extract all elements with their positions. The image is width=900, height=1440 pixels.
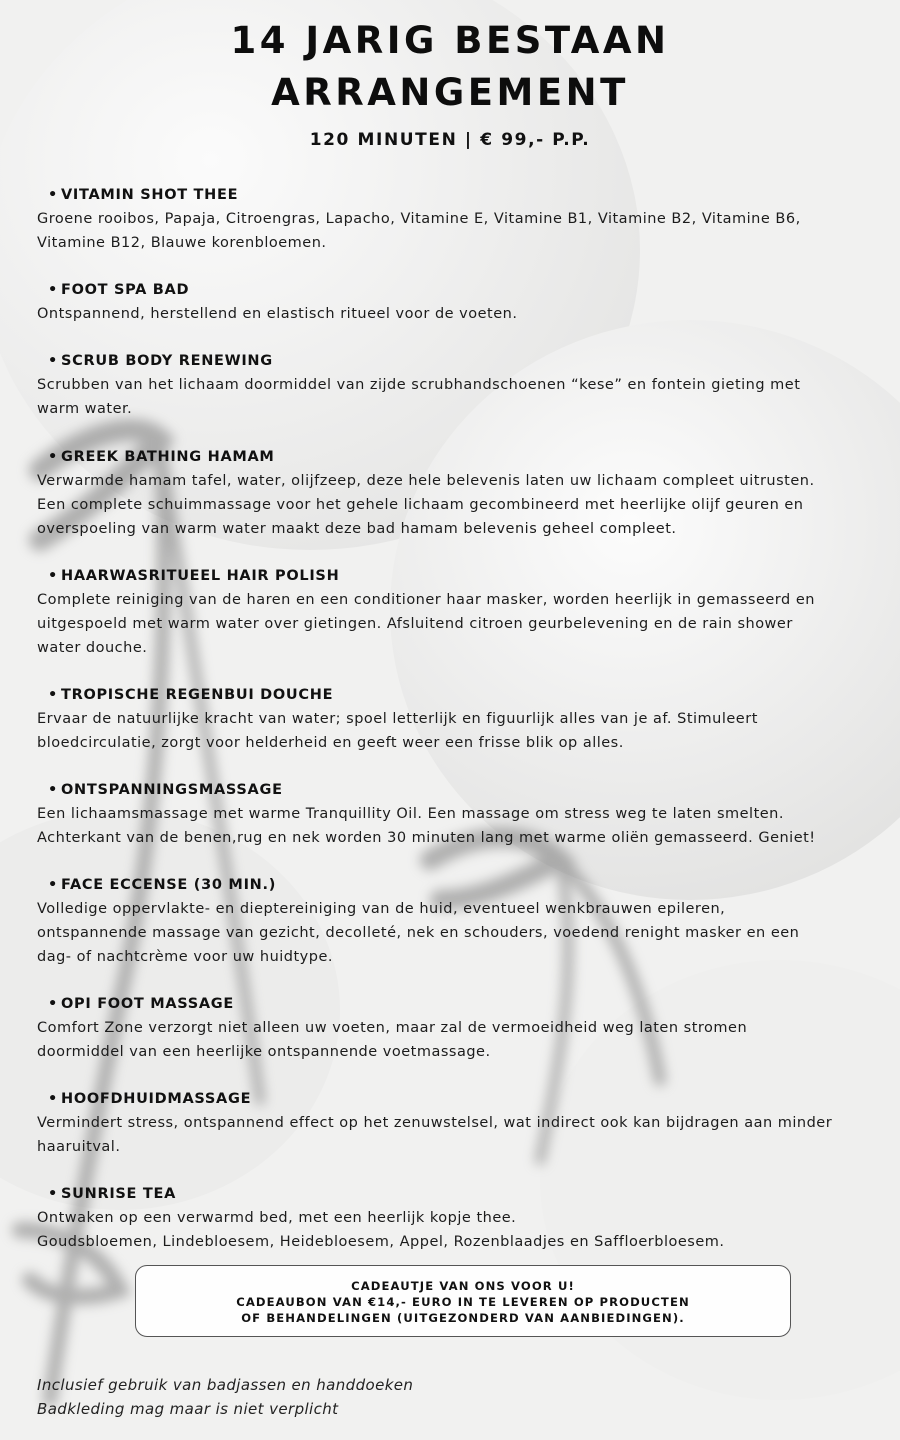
footer-note: [37, 1373, 857, 1421]
item-description: Vermindert stress, ontspannend effect op het zenuwstelsel, wat indirect ook kan bijdragen aan minder haaruitval.: [37, 1115, 833, 1155]
gift-voucher-box: [135, 1265, 791, 1337]
item-heading: • VITAMIN SHOT THEE: [37, 183, 867, 207]
bullet-icon: •: [48, 687, 58, 703]
list-item-sunrise-tea: [37, 1182, 867, 1254]
item-description: Groene rooibos, Papaja, Citroengras, Lapacho, Vitamine E, Vitamine B1, Vitamine B2, Vitamine B6, Vitamine B12, Blauwe korenbloemen.: [37, 211, 801, 251]
list-item-face-eccense: [37, 873, 867, 969]
list-item-vitamin-shot-thee: [37, 183, 867, 255]
bullet-icon: •: [48, 1091, 58, 1107]
item-description: Ervaar de natuurlijke kracht van water; spoel letterlijk en figuurlijk alles van je af. Stimuleert bloedcirculatie, zorgt voor helderheid en geeft weer een frisse blik op alles.: [37, 711, 758, 751]
item-heading: • TROPISCHE REGENBUI DOUCHE: [37, 683, 867, 707]
item-heading: • OPI FOOT MASSAGE: [37, 992, 867, 1016]
bullet-icon: •: [48, 782, 58, 798]
page-title-line-1: 14 JARIG BESTAAN: [230, 19, 670, 62]
bullet-icon: •: [48, 568, 58, 584]
item-description: Volledige oppervlakte- en dieptereiniging van de huid, eventueel wenkbrauwen epileren, ontspannende massage van gezicht, decolleté, nek en schouders, voedend renight masker en een dag- of nachtcrème voor uw huidtype.: [37, 901, 800, 965]
bullet-icon: •: [48, 449, 58, 465]
item-description: Een lichaamsmassage met warme Tranquillity Oil. Een massage om stress weg te laten smelten. Achterkant van de benen,rug en nek worden 30 minuten lang met warme oliën gemasseerd. Geniet!: [37, 806, 816, 846]
item-description: Verwarmde hamam tafel, water, olijfzeep, deze hele belevenis laten uw lichaam compleet uitrusten. Een complete schuimmassage voor het gehele lichaam gecombineerd met heerlijke olijf geuren en overspoeling van warm water maakt deze bad hamam belevenis geheel compleet.: [37, 473, 815, 537]
gift-line-1: CADEAUTJE VAN ONS VOOR U!: [351, 1279, 575, 1293]
list-item-ontspanningsmassage: [37, 778, 867, 850]
item-description: Complete reiniging van de haren en een conditioner haar masker, worden heerlijk in gemasseerd en uitgespoeld met warm water over gietingen. Afsluitend citroen geurbelevening en de rain shower water douche.: [37, 592, 815, 656]
bullet-icon: •: [48, 877, 58, 893]
bullet-icon: •: [48, 282, 58, 298]
list-item-scrub-body-renewing: [37, 349, 867, 421]
list-item-hoofdhuidmassage: [37, 1087, 867, 1159]
footer-line-1: Inclusief gebruik van badjassen en handdoeken: [37, 1376, 414, 1394]
gift-line-3: OF BEHANDELINGEN (UITGEZONDERD VAN AANBIEDINGEN).: [241, 1311, 685, 1325]
item-heading: • FACE ECCENSE (30 MIN.): [37, 873, 867, 897]
bullet-icon: •: [48, 187, 58, 203]
bullet-icon: •: [48, 353, 58, 369]
gift-line-2: CADEAUBON VAN €14,- EURO IN TE LEVEREN OP PRODUCTEN: [236, 1295, 690, 1309]
page-title-line-2: ARRANGEMENT: [271, 71, 629, 114]
item-heading: • SUNRISE TEA: [37, 1182, 867, 1206]
item-heading: • GREEK BATHING HAMAM: [37, 445, 867, 469]
item-description: Scrubben van het lichaam doormiddel van zijde scrubhandschoenen “kese” en fontein gieting met warm water.: [37, 377, 801, 417]
item-description: Ontwaken op een verwarmd bed, met een heerlijk kopje thee. Goudsbloemen, Lindebloesem, Heidebloesem, Appel, Rozenblaadjes en Saffloerbloesem.: [37, 1210, 725, 1250]
list-item-greek-bathing-hamam: [37, 445, 867, 541]
item-description: Comfort Zone verzorgt niet alleen uw voeten, maar zal de vermoeidheid weg laten stromen doormiddel van een heerlijke ontspannende voetmassage.: [37, 1020, 748, 1060]
item-heading: • FOOT SPA BAD: [37, 278, 867, 302]
footer-line-2: Badkleding mag maar is niet verplicht: [37, 1400, 339, 1418]
bullet-icon: •: [48, 996, 58, 1012]
item-description: Ontspannend, herstellend en elastisch ritueel voor de voeten.: [37, 306, 518, 322]
list-item-foot-spa-bad: [37, 278, 867, 326]
item-heading: • HOOFDHUIDMASSAGE: [37, 1087, 867, 1111]
item-heading: • SCRUB BODY RENEWING: [37, 349, 867, 373]
item-heading: • HAARWASRITUEEL HAIR POLISH: [37, 564, 867, 588]
bullet-icon: •: [48, 1186, 58, 1202]
list-item-opi-foot-massage: [37, 992, 867, 1064]
list-item-haarwasritueel: [37, 564, 867, 660]
list-item-tropische-regenbui: [37, 683, 867, 755]
duration-price: 120 MINUTEN | € 99,- P.P.: [309, 130, 591, 150]
item-heading: • ONTSPANNINGSMASSAGE: [37, 778, 867, 802]
